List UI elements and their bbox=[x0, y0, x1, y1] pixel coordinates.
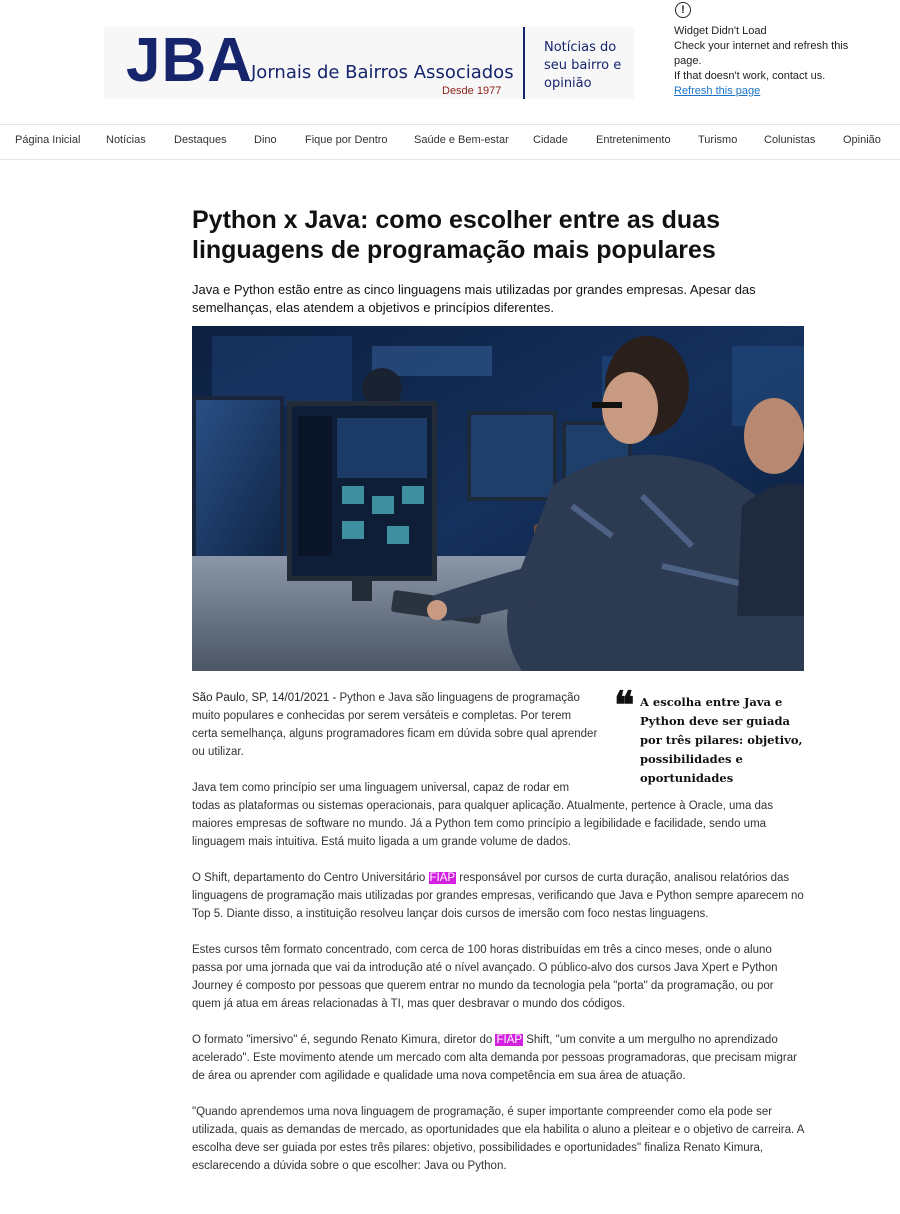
paragraph: O formato "imersivo" é, segundo Renato Kimura, diretor do FIAP Shift, "um convite a um mergulho no aprendizado acelerado". Este movimento atende um mercado com alta demanda por pessoas programadoras, que precisam migrar de área ou aprender com agilidade e qualidade uma nova competência em sua área de atuação. bbox=[192, 1034, 797, 1082]
widget-line2: If that doesn't work, contact us. bbox=[674, 70, 826, 82]
paragraph: Java tem como princípio ser uma linguagem universal, capaz de rodar em todas as plataformas ou sistemas operacionais, para qualquer aplicação. Atualmente, pertence à Oracle, uma das maiores empresas de software no mundo. Já a Python tem como princípio a legibilidade e facilidade, sendo uma linguagem mais intuitiva. Está muito ligada a um grande volume de dados. bbox=[192, 782, 774, 848]
highlight-fiap: FIAP bbox=[496, 1034, 523, 1046]
main-nav bbox=[0, 124, 900, 160]
article-body bbox=[192, 682, 804, 1193]
quote-icon: ❝ bbox=[614, 682, 635, 727]
nav-item-turismo[interactable]: Turismo bbox=[698, 134, 738, 146]
refresh-link[interactable]: Refresh this page bbox=[674, 85, 761, 97]
pull-quote-text: A escolha entre Java e Python deve ser guiada por três pilares: objetivo, possibilidades e oportunidades bbox=[640, 695, 803, 785]
nav-item-opiniao[interactable]: Opinião bbox=[843, 134, 881, 146]
widget-line1: Check your internet and refresh this page. bbox=[674, 40, 849, 67]
nav-item-entretenimento[interactable]: Entretenimento bbox=[596, 134, 671, 146]
pull-quote bbox=[614, 682, 804, 788]
logo-name: Jornais de Bairros Associados bbox=[251, 62, 514, 83]
nav-item-cidade[interactable]: Cidade bbox=[533, 134, 568, 146]
site-header bbox=[0, 0, 900, 124]
widget-title: Widget Didn't Load bbox=[674, 25, 767, 37]
nav-item-noticias[interactable]: Notícias bbox=[106, 134, 146, 146]
paragraph: "Quando aprendemos uma nova linguagem de programação, é super importante compreender como ela pode ser utilizada, quais as demandas de mercado, as oportunidades que ela habilita o aluno a pleitear e o objetivo de carreira. A escolha deve ser guiada por estes três pilares: objetivo, possibilidades e oportunidades" finaliza Renato Kimura, esclarecendo a dúvida sobre o que escolher: Java ou Python. bbox=[192, 1106, 804, 1172]
nav-item-colunistas[interactable]: Colunistas bbox=[764, 134, 816, 146]
logo-since: Desde 1977 bbox=[442, 85, 502, 97]
logo-divider bbox=[523, 27, 525, 99]
nav-item-dino[interactable]: Dino bbox=[254, 134, 277, 146]
article-title: Python x Java: como escolher entre as duas linguagens de programação mais populares bbox=[192, 206, 720, 264]
logo-mark: JBA bbox=[126, 26, 254, 95]
warning-circle-icon: ! bbox=[675, 2, 691, 18]
nav-item-saude[interactable]: Saúde e Bem-estar bbox=[414, 134, 509, 146]
paragraph: São Paulo, SP, 14/01/2021 - Python e Java são linguagens de programação muito populares e conhecidas por serem versáteis e completas. Por terem certa semelhança, alguns programadores ficam em dúvida sobre qual aprender ou utilizar. bbox=[192, 692, 598, 758]
nav-item-pagina-inicial[interactable]: Página Inicial bbox=[15, 134, 81, 146]
logo-tagline: Notícias do seu bairro e opinião bbox=[544, 40, 622, 91]
nav-item-fique-por-dentro[interactable]: Fique por Dentro bbox=[305, 134, 388, 146]
site-logo[interactable] bbox=[104, 27, 634, 99]
article bbox=[192, 205, 804, 1172]
highlight-fiap: FIAP bbox=[429, 872, 456, 884]
nav-item-destaques[interactable]: Destaques bbox=[174, 134, 227, 146]
paragraph: O Shift, departamento do Centro Universitário FIAP responsável por cursos de curta duração, analisou relatórios das linguagens de programação mais utilizadas por grandes empresas, verificando que Java e Python sempre aparecem no Top 5. Diante disso, a instituição resolveu lançar dois cursos de imersão com foco nestas linguagens. bbox=[192, 872, 804, 920]
article-hero-image bbox=[192, 326, 804, 671]
widget-error bbox=[674, 2, 874, 99]
paragraph: Estes cursos têm formato concentrado, com cerca de 100 horas distribuídas em três a cinco meses, onde o aluno passa por uma jornada que vai da introdução até o nível avançado. O público-alvo dos cursos Java Xpert e Python Journey é composto por pessoas que querem entrar no mundo da tecnologia pela "porta" da programação, ou por quem já atua em áreas relacionadas à TI, mas quer desbravar o mundo dos códigos. bbox=[192, 944, 778, 1010]
dateline: São Paulo, SP, 14/01/2021 - bbox=[192, 692, 337, 704]
article-lead: Java e Python estão entre as cinco linguagens mais utilizadas por grandes empresas. Apesar das semelhanças, elas atendem a objetivos e princípios diferentes. bbox=[192, 282, 756, 315]
